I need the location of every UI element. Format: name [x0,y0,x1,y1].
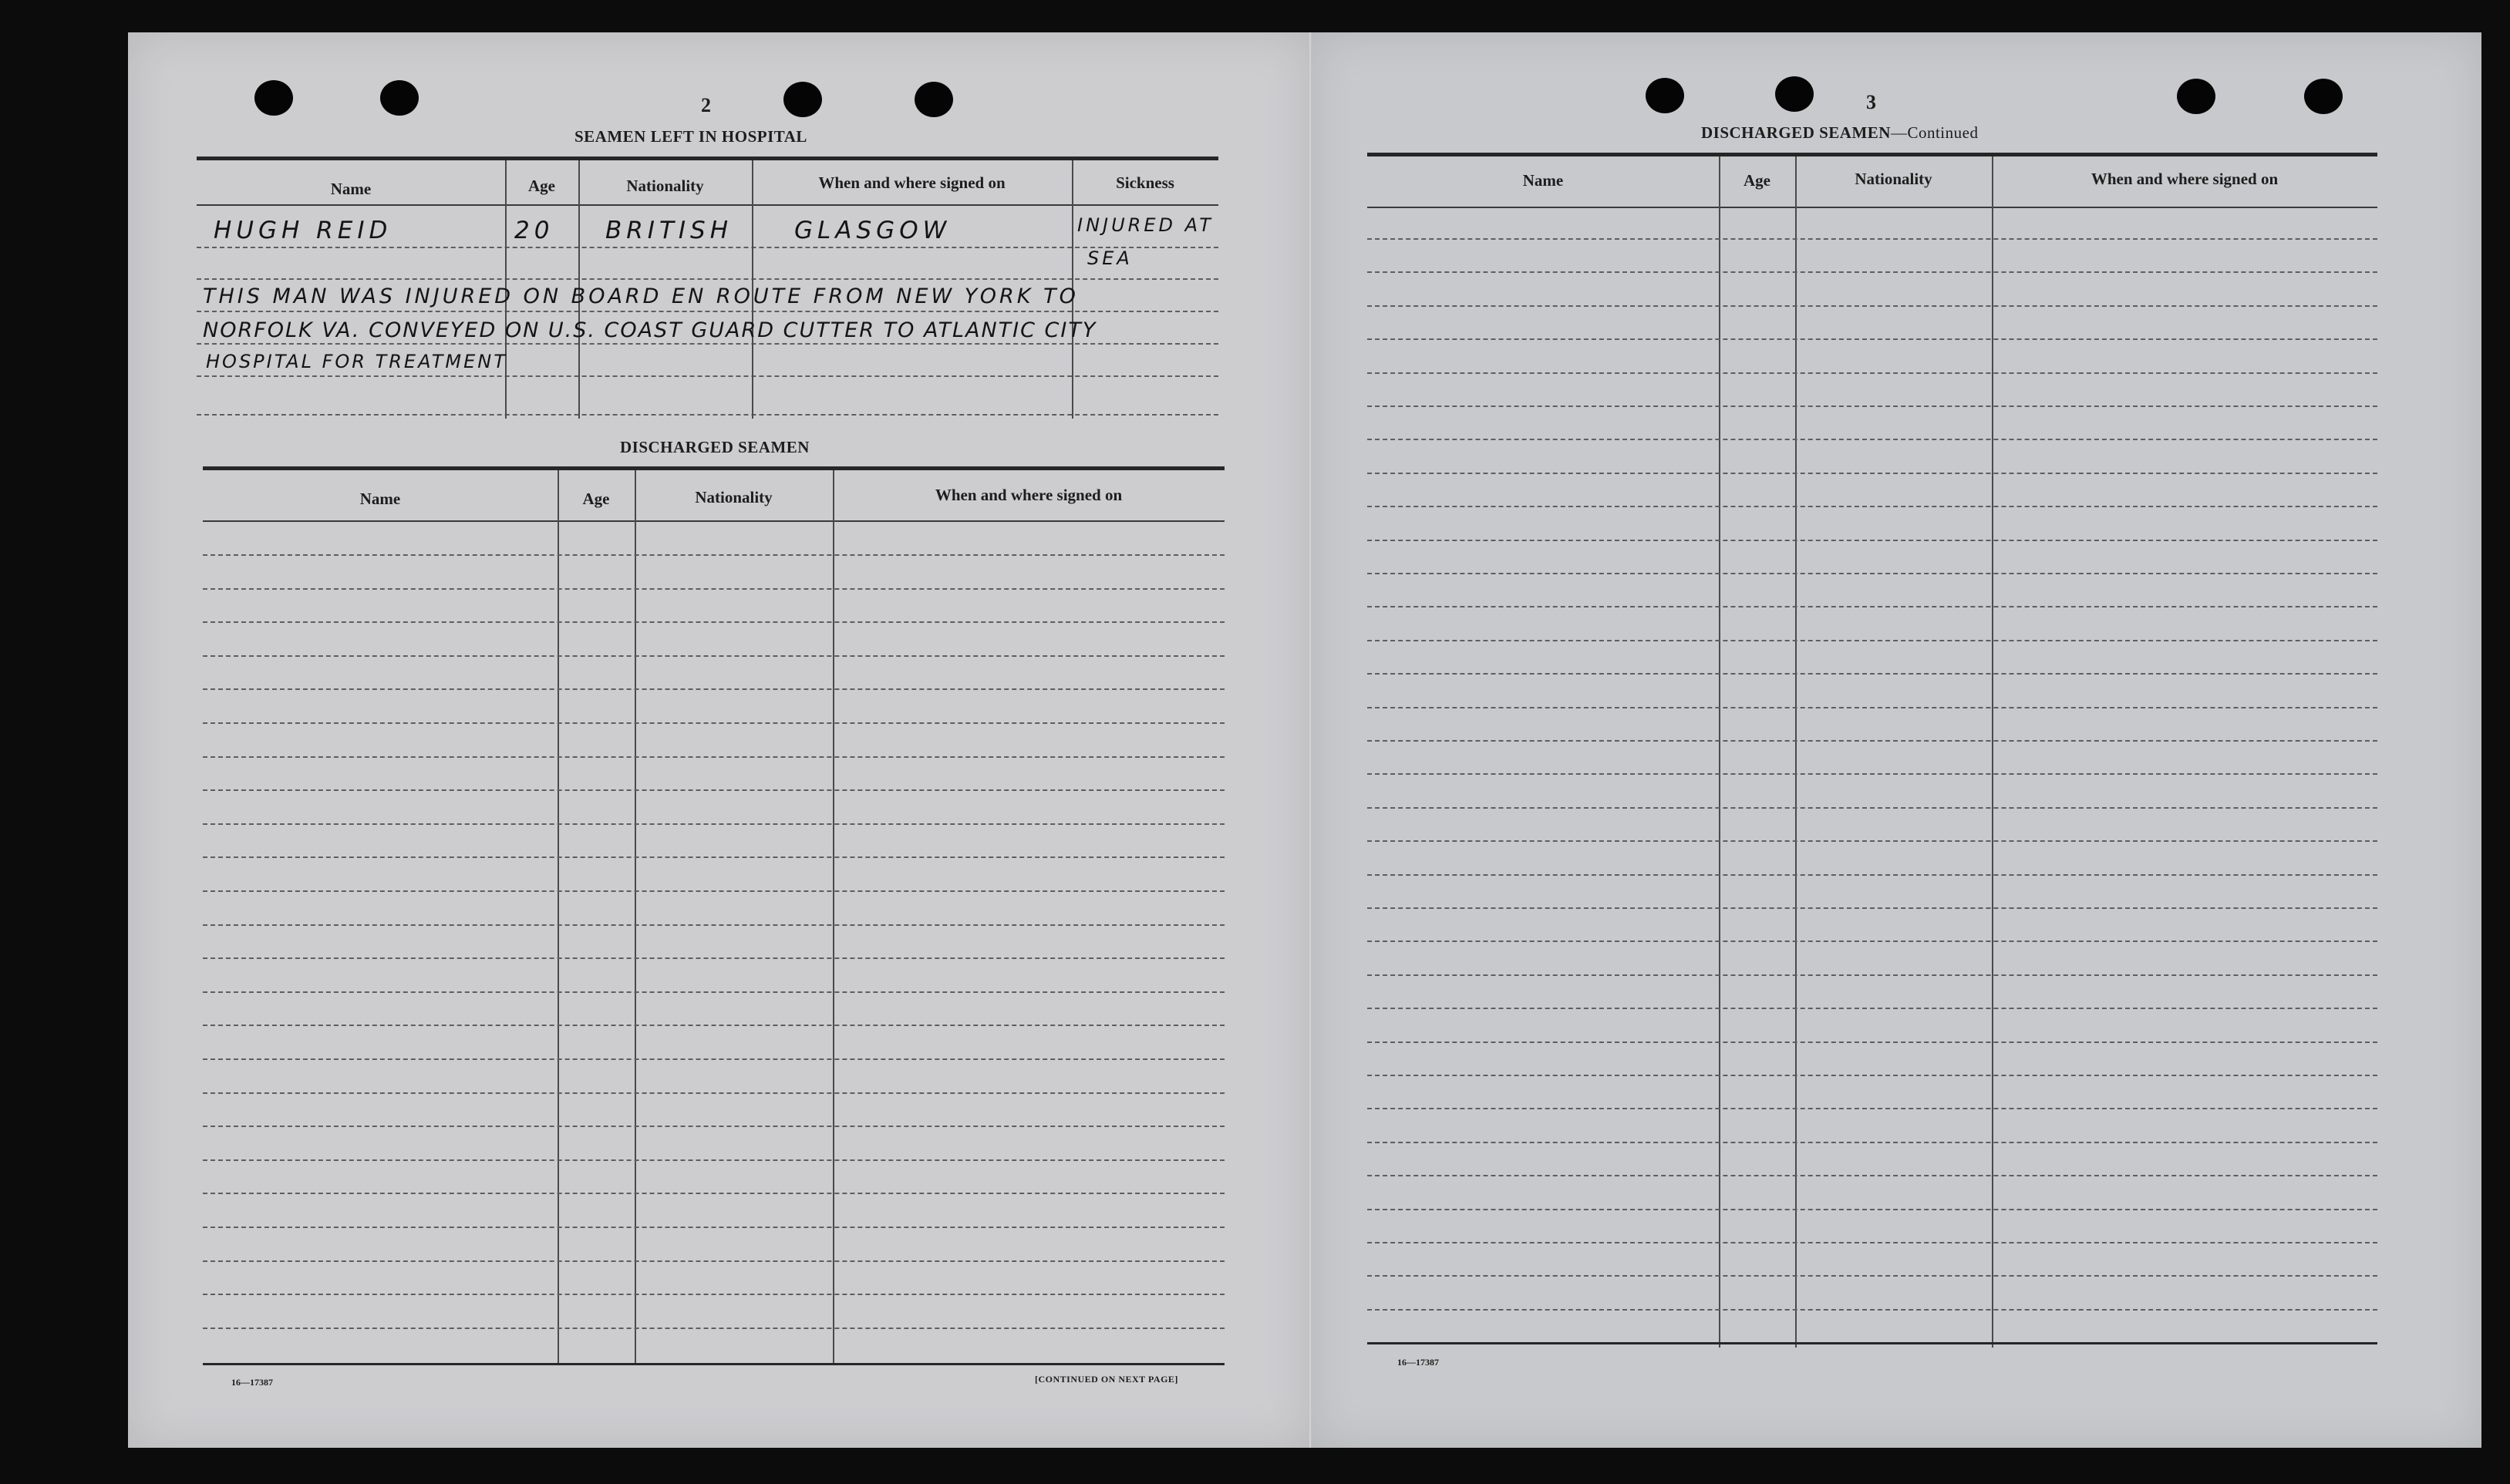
table-row [203,1159,1225,1161]
table-row [1367,439,2377,440]
entry-sickness-line2: SEA [1087,247,1133,269]
table-row [203,554,1225,556]
header-sickness: Sickness [1116,173,1174,192]
table-row [203,1193,1225,1194]
header-signed-on: When and where signed on [2091,170,2279,188]
table-row [203,856,1225,858]
header-signed-on: When and where signed on [818,173,1006,192]
discharged-section-title-left: DISCHARGED SEAMEN [620,438,810,456]
table-row [1367,974,2377,976]
table-row [203,789,1225,791]
table-row [1367,540,2377,541]
header-nationality: Nationality [626,177,704,195]
punch-hole [254,80,293,116]
table-row [1367,840,2377,842]
table-row [203,1058,1225,1060]
table-row [203,890,1225,892]
table-row [1367,1041,2377,1043]
table-row [1367,740,2377,742]
table-row [1367,874,2377,876]
punch-hole [783,82,822,117]
remarks-line-1: THIS MAN WAS INJURED ON BOARD EN ROUTE FROM NEW YORK TO [203,284,1079,308]
page-number-right: 3 [1866,91,1876,113]
table-row [203,1227,1225,1228]
table-row [1367,640,2377,641]
table-row [1367,1309,2377,1311]
header-nationality: Nationality [695,488,773,506]
table-row [203,621,1225,623]
table-row [1367,1175,2377,1176]
table-row [203,823,1225,825]
header-age: Age [528,177,555,195]
table-row [203,756,1225,758]
table-row [203,1092,1225,1094]
header-nationality: Nationality [1855,170,1932,188]
punch-hole [2304,79,2343,114]
table-row [203,957,1225,959]
entry-signed-on: GLASGOW [794,217,952,244]
discharged-table-right [1367,153,2377,1349]
continued-note: [CONTINUED ON NEXT PAGE] [1035,1374,1178,1385]
table-row [1367,907,2377,909]
table-row [203,1294,1225,1295]
entry-age: 20 [514,217,554,244]
entry-sickness-line1: INJURED AT [1077,214,1214,236]
punch-hole [380,80,419,116]
table-row [203,1260,1225,1262]
header-name: Name [1522,171,1564,190]
page-fold [1309,32,1312,1448]
remarks-line-2: NORFOLK VA. CONVEYED ON U.S. COAST GUARD CUTTER TO ATLANTIC CITY [203,318,1097,342]
table-row [1367,673,2377,675]
table-row [1367,941,2377,942]
punch-hole [1646,78,1684,113]
punch-hole [915,82,953,117]
page-number-left: 2 [701,94,711,116]
table-row [203,924,1225,926]
discharged-section-title-right [1701,123,1978,143]
table-row [203,588,1225,590]
table-row [1367,1008,2377,1009]
entry-nationality: BRITISH [605,217,733,244]
table-row [203,991,1225,993]
table-row [203,1126,1225,1127]
table-row [1367,1209,2377,1210]
header-name: Name [359,490,401,508]
header-age: Age [582,490,610,508]
table-row [1367,506,2377,507]
table-row [1367,707,2377,708]
entry-name: HUGH REID [214,217,393,244]
table-row [203,655,1225,657]
header-name: Name [330,180,372,198]
table-row [1367,1108,2377,1109]
hospital-table [197,156,1218,422]
table-row [203,722,1225,724]
table-row [1367,1275,2377,1277]
punch-hole [2177,79,2215,114]
table-row [1367,1075,2377,1076]
table-row [1367,238,2377,240]
table-row [1367,606,2377,607]
punch-hole [1775,76,1814,112]
table-row [1367,473,2377,474]
header-age: Age [1744,171,1770,190]
remarks-line-3: HOSPITAL FOR TREATMENT [206,351,507,372]
table-row [1367,405,2377,407]
table-row [1367,271,2377,273]
form-number-left: 16—17387 [231,1377,273,1388]
title-continued: —Continued [1890,123,1979,142]
header-signed-on: When and where signed on [935,486,1123,504]
title-main: DISCHARGED SEAMEN [1701,123,1891,142]
table-row [1367,807,2377,809]
table-row [1367,372,2377,374]
table-row [1367,305,2377,307]
table-row [1367,1242,2377,1243]
form-number-right: 16—17387 [1397,1357,1439,1368]
table-row [1367,338,2377,340]
table-row [1367,1142,2377,1143]
table-row [1367,773,2377,775]
table-row [203,688,1225,690]
table-row [203,1025,1225,1026]
hospital-section-title: SEAMEN LEFT IN HOSPITAL [574,127,807,146]
discharged-table-left [203,466,1225,1368]
table-row [203,1328,1225,1329]
table-row [1367,573,2377,574]
